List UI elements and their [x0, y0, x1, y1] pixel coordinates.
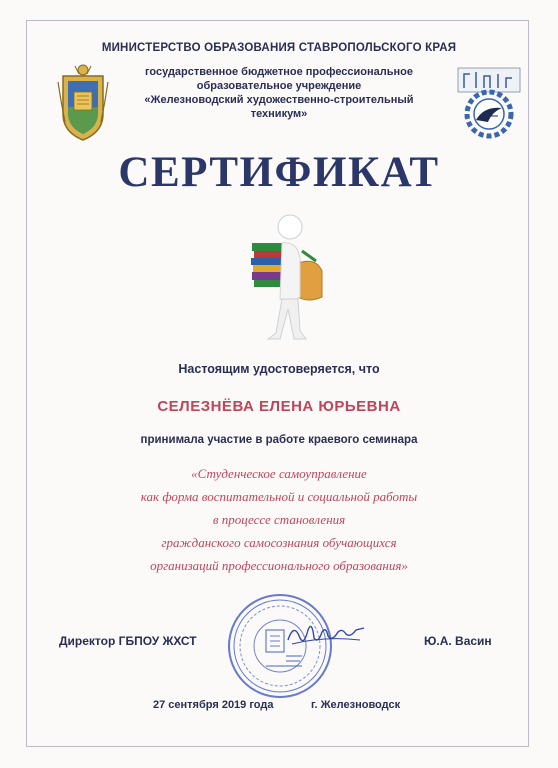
institution-line: «Железноводский художественно-строительный [144, 94, 414, 106]
ministry-heading: МИНИСТЕРСТВО ОБРАЗОВАНИЯ СТАВРОПОЛЬСКОГО КРАЯ [101, 42, 457, 54]
topic-line: «Студенческое самоуправление [191, 466, 367, 481]
figure-carrying-books-icon [242, 213, 332, 343]
participation-text: принимала участие в работе краевого семинара [140, 434, 418, 446]
certificate-title: СЕРТИФИКАТ [118, 149, 440, 196]
topic-line: как форма воспитательной и социальной работы [140, 489, 418, 504]
recipient-name: СЕЛЕЗНЁВА ЕЛЕНА ЮРЬЕВНА [157, 398, 401, 415]
institution-line: техникум» [250, 108, 308, 120]
signer-name: Ю.А. Васин [424, 634, 492, 648]
seminar-topic [0, 462, 558, 577]
college-gear-logo-icon [454, 66, 524, 140]
institution-line: образовательное учреждение [196, 80, 362, 92]
issue-city: г. Железноводск [311, 699, 401, 711]
topic-line: в процессе становления [212, 512, 346, 527]
topic-line: гражданского самосознания обучающихся [161, 535, 397, 550]
issue-date: 27 сентября 2019 года [153, 699, 274, 711]
topic-line: организаций профессионального образования» [150, 558, 408, 573]
institution-line: государственное бюджетное профессиональное [144, 66, 414, 78]
handwritten-signature [284, 616, 369, 650]
certify-text: Настоящим удостоверяется, что [178, 362, 380, 376]
signer-position: Директор ГБПОУ ЖХСТ [59, 634, 197, 648]
stavropol-coat-of-arms-icon [55, 62, 111, 142]
